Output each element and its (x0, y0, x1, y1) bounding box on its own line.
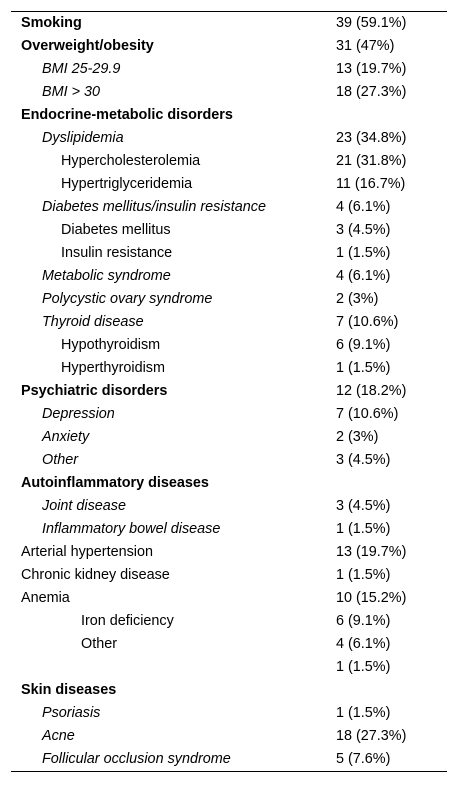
table-row (11, 748, 447, 771)
row-value: 5 (7.6%) (336, 751, 391, 767)
row-label: Thyroid disease (42, 314, 144, 330)
row-value: 1 (1.5%) (336, 245, 391, 261)
table-row (11, 150, 447, 173)
row-value: 10 (15.2%) (336, 590, 407, 606)
table-row (11, 173, 447, 196)
row-label: Arterial hypertension (21, 544, 153, 560)
row-label: Smoking (21, 15, 82, 31)
row-value: 2 (3%) (336, 429, 379, 445)
table-row (11, 541, 447, 564)
row-label: Polycystic ovary syndrome (42, 291, 213, 307)
comorbidity-table (11, 11, 447, 772)
row-value: 18 (27.3%) (336, 728, 407, 744)
row-value: 39 (59.1%) (336, 15, 407, 31)
row-value: 4 (6.1%) (336, 636, 391, 652)
table-row (11, 196, 447, 219)
row-label: Anxiety (42, 429, 90, 445)
row-label: Hypercholesterolemia (61, 153, 201, 169)
table-row (11, 81, 447, 104)
table-row (11, 610, 447, 633)
row-label: Diabetes mellitus (61, 222, 171, 238)
table-row (11, 633, 447, 656)
row-value: 1 (1.5%) (336, 705, 391, 721)
row-value: 7 (10.6%) (336, 314, 399, 330)
table-row (11, 449, 447, 472)
row-label: Metabolic syndrome (42, 268, 171, 284)
row-label: Psoriasis (42, 705, 101, 721)
table-row (11, 219, 447, 242)
row-label: Acne (42, 728, 75, 744)
table-row (11, 104, 447, 127)
row-value: 3 (4.5%) (336, 452, 391, 468)
table-row (11, 288, 447, 311)
row-value: 4 (6.1%) (336, 199, 391, 215)
row-label: Follicular occlusion syndrome (42, 751, 231, 767)
table-row (11, 725, 447, 748)
row-value: 31 (47%) (336, 38, 395, 54)
row-label: Hypertriglyceridemia (61, 176, 193, 192)
table-row (11, 58, 447, 81)
row-label: Chronic kidney disease (21, 567, 170, 583)
row-value: 1 (1.5%) (336, 360, 391, 376)
table-row (11, 518, 447, 541)
table-row (11, 35, 447, 58)
row-value: 1 (1.5%) (336, 521, 391, 537)
table-row (11, 12, 447, 35)
table-row (11, 127, 447, 150)
row-value: 4 (6.1%) (336, 268, 391, 284)
row-value: 18 (27.3%) (336, 84, 407, 100)
row-label: Anemia (21, 590, 70, 606)
row-value: 3 (4.5%) (336, 498, 391, 514)
row-label: Other (81, 636, 117, 652)
table-row (11, 334, 447, 357)
table-row (11, 357, 447, 380)
table-row (11, 587, 447, 610)
table-row (11, 472, 447, 495)
row-label: Hypothyroidism (61, 337, 161, 353)
row-label: BMI > 30 (42, 84, 100, 100)
row-value: 6 (9.1%) (336, 613, 391, 629)
row-label: Autoinflammatory diseases (21, 475, 209, 491)
row-value: 3 (4.5%) (336, 222, 391, 238)
row-value: 2 (3%) (336, 291, 379, 307)
row-label: Inflammatory bowel disease (42, 521, 221, 537)
row-value: 6 (9.1%) (336, 337, 391, 353)
row-label: Iron deficiency (81, 613, 174, 629)
row-value: 21 (31.8%) (336, 153, 407, 169)
row-label: Skin diseases (21, 682, 117, 698)
row-value: 12 (18.2%) (336, 383, 407, 399)
table-row (11, 380, 447, 403)
table-row (11, 242, 447, 265)
table-row (11, 564, 447, 587)
row-label: Insulin resistance (61, 245, 173, 261)
row-label: Diabetes mellitus/insulin resistance (42, 199, 266, 215)
table-row (11, 311, 447, 334)
row-label: Psychiatric disorders (21, 383, 168, 399)
row-value: 13 (19.7%) (336, 61, 407, 77)
row-value: 23 (34.8%) (336, 130, 407, 146)
row-value: 1 (1.5%) (336, 659, 391, 675)
row-value: 1 (1.5%) (336, 567, 391, 583)
row-label: Hyperthyroidism (61, 360, 165, 376)
row-label: Depression (42, 406, 115, 422)
table-row (11, 403, 447, 426)
row-label: Other (42, 452, 78, 468)
row-value: 13 (19.7%) (336, 544, 407, 560)
row-label: BMI 25-29.9 (42, 61, 121, 77)
row-value: 11 (16.7%) (336, 176, 406, 192)
row-label: Overweight/obesity (21, 38, 154, 54)
row-label: Endocrine-metabolic disorders (21, 107, 233, 123)
table-row (11, 679, 447, 702)
row-value: 7 (10.6%) (336, 406, 399, 422)
row-label: Joint disease (42, 498, 126, 514)
table-row (11, 495, 447, 518)
table-row (11, 656, 447, 679)
table-row (11, 426, 447, 449)
row-label: Dyslipidemia (42, 130, 124, 146)
table-row (11, 702, 447, 725)
table-row (11, 265, 447, 288)
